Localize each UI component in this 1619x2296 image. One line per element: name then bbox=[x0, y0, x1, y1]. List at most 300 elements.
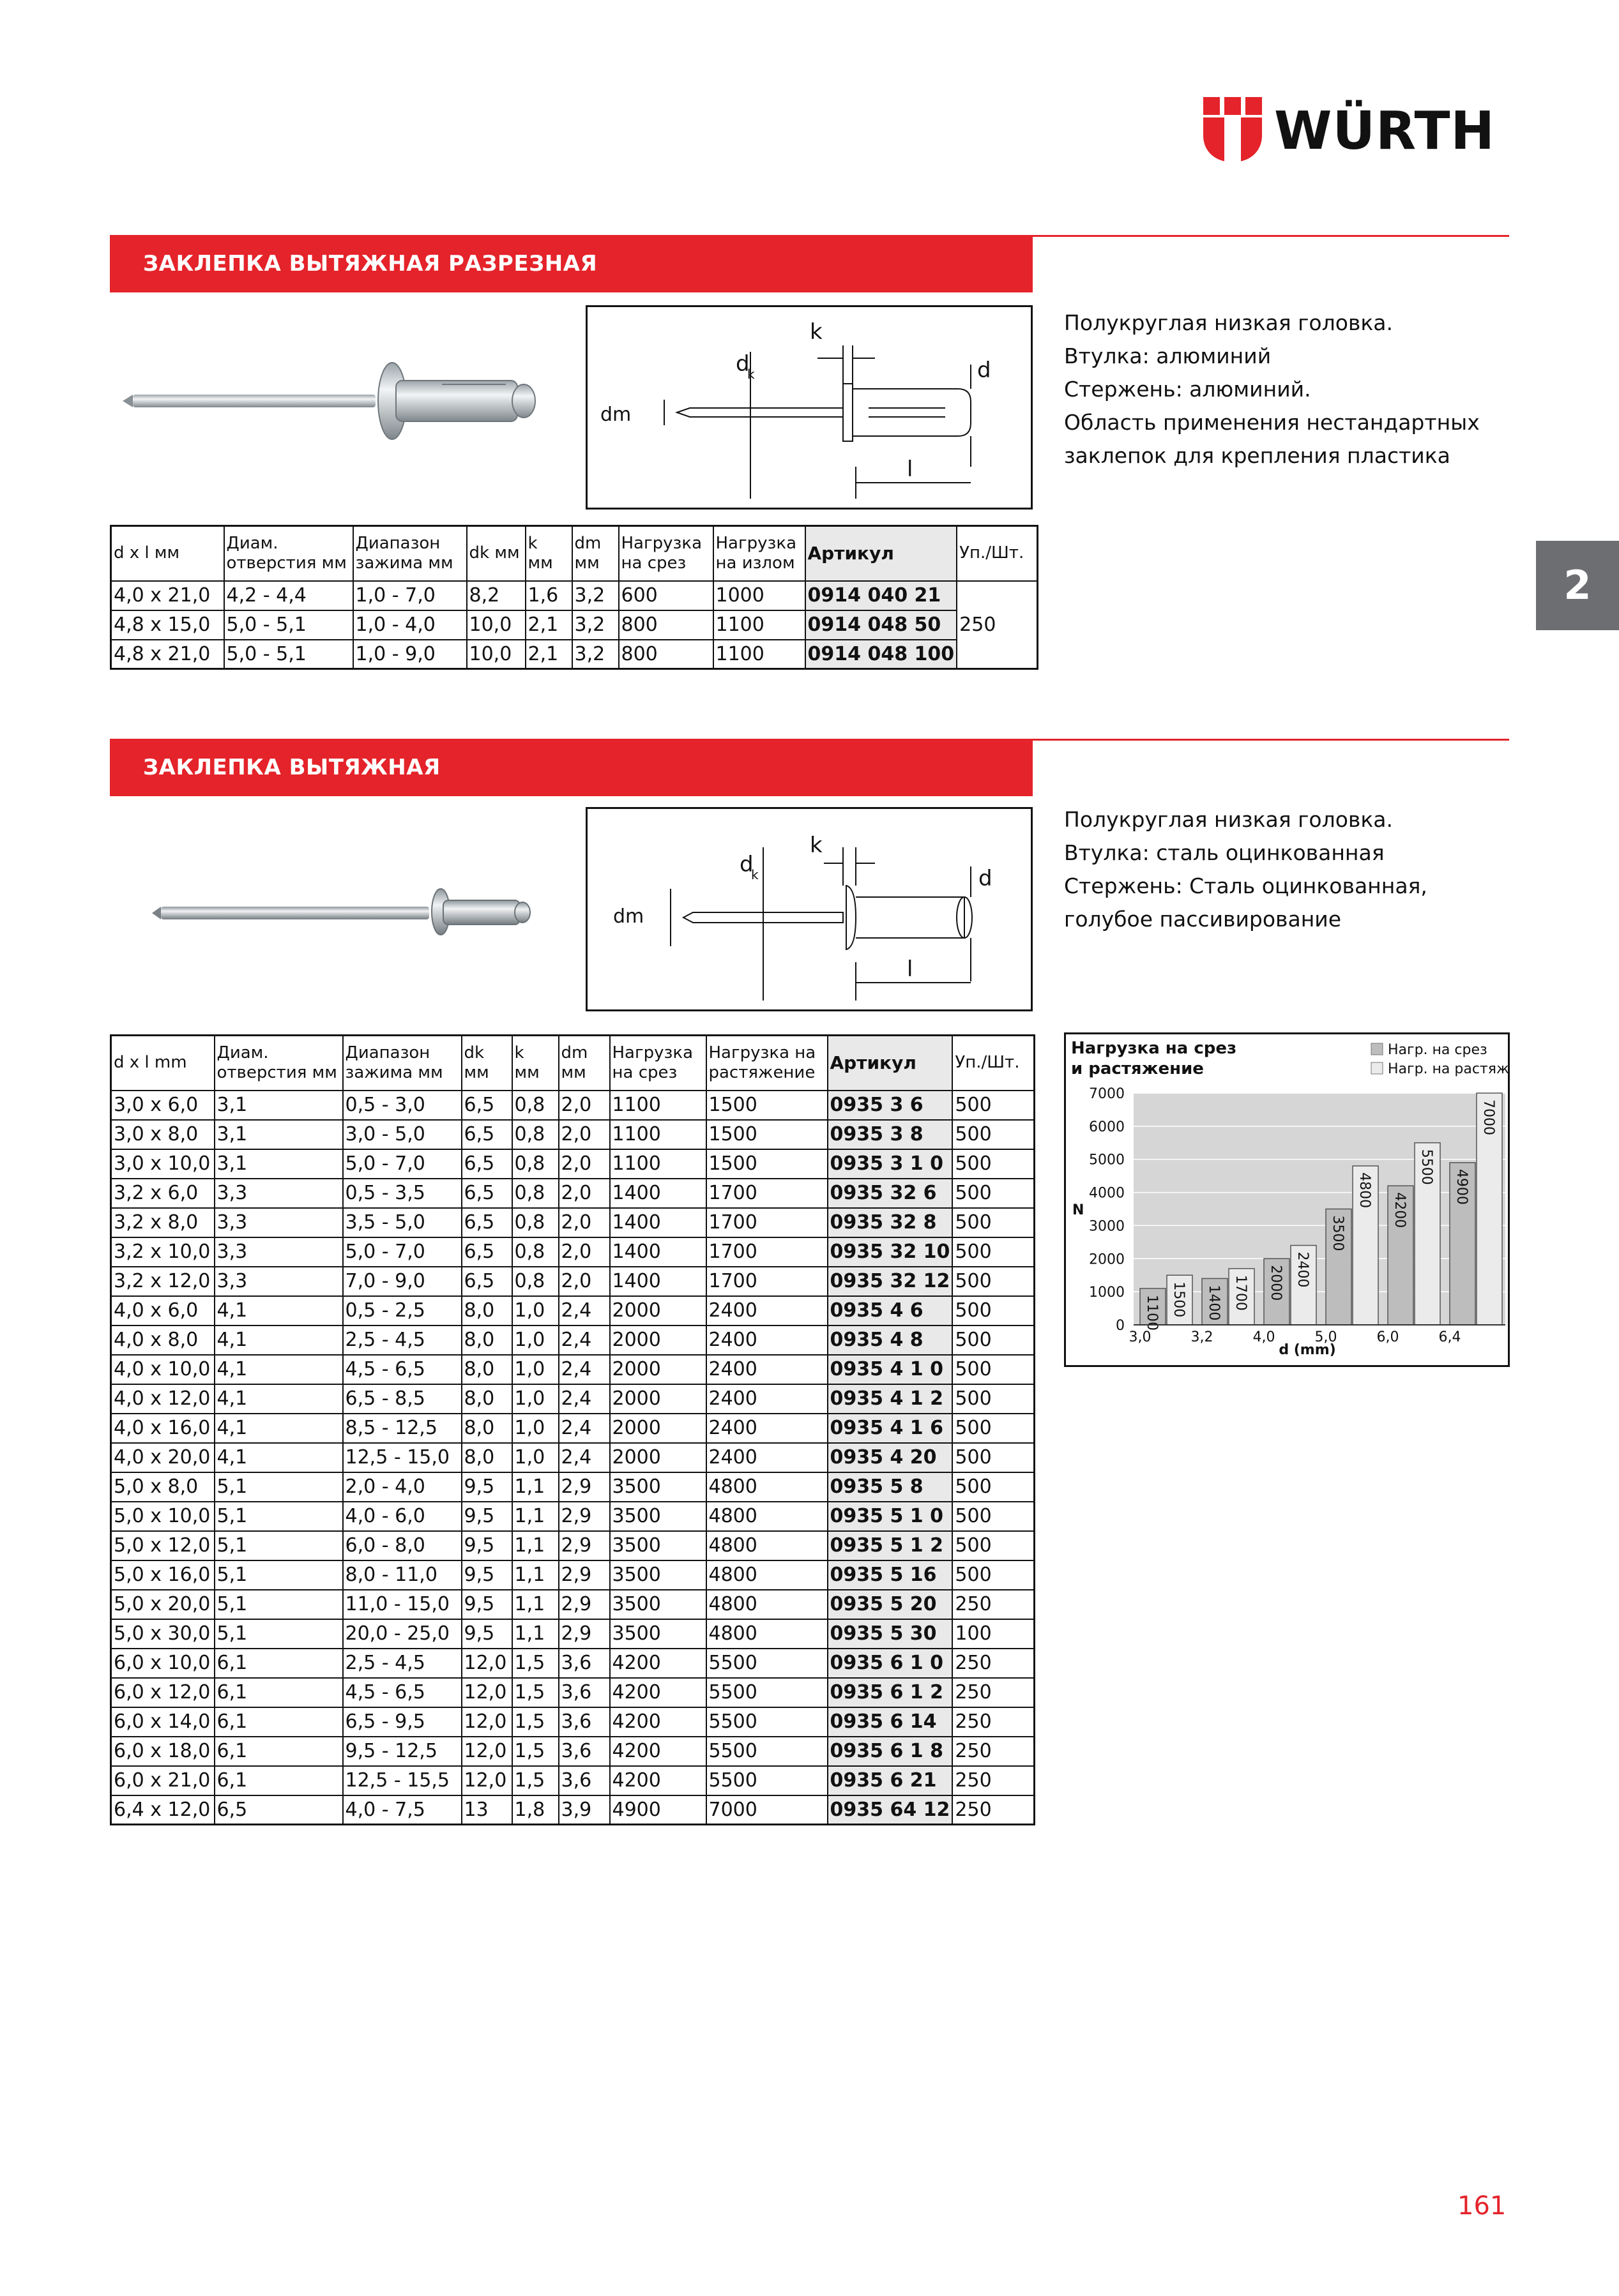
y-tick-label: 7000 bbox=[1089, 1086, 1125, 1102]
wurth-logo-mark bbox=[1203, 97, 1262, 162]
col-header: Уп./Шт. bbox=[957, 526, 1037, 581]
y-tick-label: 0 bbox=[1116, 1318, 1125, 1334]
table-cell: 500 bbox=[952, 1267, 1034, 1296]
table-cell: 4,5 - 6,5 bbox=[343, 1678, 462, 1707]
table-cell: 2,0 bbox=[559, 1208, 610, 1237]
table-cell: 1000 bbox=[713, 581, 805, 610]
table-row bbox=[111, 1149, 1035, 1179]
table-cell: 500 bbox=[952, 1531, 1034, 1560]
table-cell: 3,2 x 10,0 bbox=[111, 1237, 215, 1267]
table-cell: 1,1 bbox=[512, 1590, 559, 1619]
load-chart-svg bbox=[1066, 1034, 1508, 1365]
article-number: 0935 4 1 6 bbox=[828, 1414, 953, 1443]
table-cell: 250 bbox=[952, 1590, 1034, 1619]
table-cell: 3,2 x 6,0 bbox=[111, 1179, 215, 1208]
table-cell: 4,5 - 6,5 bbox=[343, 1355, 462, 1384]
label-dk-sub: k bbox=[747, 366, 755, 382]
col-header: dk мм bbox=[462, 1036, 512, 1091]
table-cell: 0,8 bbox=[512, 1208, 559, 1237]
table-row bbox=[111, 1590, 1035, 1619]
table-cell: 2,0 bbox=[559, 1149, 610, 1179]
table-cell: 8,0 bbox=[462, 1296, 512, 1325]
table-cell: 0,8 bbox=[512, 1237, 559, 1267]
article-number: 0935 4 20 bbox=[828, 1443, 953, 1472]
table-cell: 5,0 - 7,0 bbox=[343, 1149, 462, 1179]
table-row bbox=[111, 1091, 1035, 1120]
article-number: 0914 048 100 bbox=[805, 640, 957, 669]
col-header: Уп./Шт. bbox=[952, 1036, 1034, 1091]
table-cell: 4,8 x 21,0 bbox=[111, 640, 224, 669]
table-cell: 1,5 bbox=[512, 1678, 559, 1707]
table-cell: 0,8 bbox=[512, 1120, 559, 1149]
article-number: 0935 5 1 0 bbox=[828, 1502, 953, 1531]
table-cell: 5500 bbox=[706, 1707, 828, 1737]
table-cell: 4,0 - 7,5 bbox=[343, 1795, 462, 1825]
table-cell: 4,0 x 16,0 bbox=[111, 1414, 215, 1443]
article-number: 0935 4 8 bbox=[828, 1325, 953, 1355]
table-cell: 4,0 x 12,0 bbox=[111, 1384, 215, 1414]
table-row bbox=[111, 1325, 1035, 1355]
chart-title: и растяжение bbox=[1071, 1059, 1204, 1078]
col-header: k мм bbox=[512, 1036, 559, 1091]
table-cell: 5500 bbox=[706, 1766, 828, 1795]
table-row bbox=[111, 1179, 1035, 1208]
desc-line: Область применения нестандартных bbox=[1064, 410, 1480, 435]
table-cell: 500 bbox=[952, 1179, 1034, 1208]
y-tick-label: 1000 bbox=[1089, 1285, 1125, 1301]
bar-value-label: 1700 bbox=[1233, 1274, 1249, 1311]
article-number: 0935 64 12 bbox=[828, 1795, 953, 1825]
table-cell: 3,5 - 5,0 bbox=[343, 1208, 462, 1237]
table-row bbox=[111, 1795, 1035, 1825]
table-cell: 1100 bbox=[713, 610, 805, 640]
table-cell: 4,0 x 21,0 bbox=[111, 581, 224, 610]
table-cell: 4,2 - 4,4 bbox=[224, 581, 353, 610]
chart-title: Нагрузка на срез bbox=[1071, 1039, 1237, 1058]
table-cell: 3,1 bbox=[215, 1091, 343, 1120]
table-cell: 6,5 - 9,5 bbox=[343, 1707, 462, 1737]
table-cell: 6,1 bbox=[215, 1707, 343, 1737]
y-axis-label: N bbox=[1072, 1202, 1084, 1218]
table-cell: 2000 bbox=[610, 1296, 706, 1325]
table-cell: 3,2 x 8,0 bbox=[111, 1208, 215, 1237]
table-cell: 4,1 bbox=[215, 1296, 343, 1325]
desc-line: Втулка: сталь оцинкованная bbox=[1064, 840, 1385, 865]
table-cell: 20,0 - 25,0 bbox=[343, 1619, 462, 1649]
table-cell: 2,1 bbox=[526, 610, 572, 640]
bar-value-label: 4800 bbox=[1357, 1172, 1372, 1209]
table-cell: 2,1 bbox=[526, 640, 572, 669]
table-cell: 3,6 bbox=[559, 1678, 610, 1707]
table-cell: 5500 bbox=[706, 1737, 828, 1766]
table-cell: 5,1 bbox=[215, 1560, 343, 1590]
table-row bbox=[111, 1502, 1035, 1531]
table-cell: 6,5 - 8,5 bbox=[343, 1384, 462, 1414]
table-cell: 2,0 bbox=[559, 1267, 610, 1296]
y-tick-label: 5000 bbox=[1089, 1152, 1125, 1168]
table-cell: 4,0 x 8,0 bbox=[111, 1325, 215, 1355]
x-tick-label: 3,0 bbox=[1129, 1329, 1152, 1345]
table-row bbox=[111, 1472, 1035, 1502]
table-cell: 5,0 - 5,1 bbox=[224, 610, 353, 640]
table-cell: 3,1 bbox=[215, 1149, 343, 1179]
table-cell: 6,5 bbox=[215, 1795, 343, 1825]
table-cell: 1700 bbox=[706, 1267, 828, 1296]
legend-label: Нагр. на растяж. bbox=[1388, 1061, 1508, 1077]
table-cell: 6,1 bbox=[215, 1649, 343, 1678]
table-row bbox=[111, 1531, 1035, 1560]
table-header-row bbox=[111, 1036, 1035, 1091]
table-cell: 5,1 bbox=[215, 1502, 343, 1531]
table-row bbox=[111, 1443, 1035, 1472]
article-number: 0935 6 14 bbox=[828, 1707, 953, 1737]
table-cell: 6,0 x 12,0 bbox=[111, 1678, 215, 1707]
table-cell: 1,0 bbox=[512, 1443, 559, 1472]
desc-line: заклепок для крепления пластика bbox=[1064, 443, 1450, 468]
x-tick-label: 6,0 bbox=[1376, 1329, 1399, 1345]
desc-line: голубое пассивирование bbox=[1064, 907, 1342, 932]
label-k: k bbox=[810, 833, 823, 858]
table-cell: 5,1 bbox=[215, 1472, 343, 1502]
table-cell: 3,3 bbox=[215, 1179, 343, 1208]
chapter-tab[interactable]: 2 bbox=[1536, 541, 1619, 630]
col-header: d x l mm bbox=[111, 1036, 215, 1091]
table-cell: 3,2 bbox=[572, 610, 619, 640]
technical-drawing-split bbox=[588, 307, 1031, 508]
table-cell: 0,5 - 3,5 bbox=[343, 1179, 462, 1208]
col-header: Диапазон зажима мм bbox=[353, 526, 467, 581]
table-cell: 4,1 bbox=[215, 1443, 343, 1472]
table-cell: 500 bbox=[952, 1296, 1034, 1325]
table-row bbox=[111, 1619, 1035, 1649]
table-cell: 2,0 bbox=[559, 1237, 610, 1267]
table-cell: 4200 bbox=[610, 1766, 706, 1795]
table-cell: 1,1 bbox=[512, 1472, 559, 1502]
bar-value-label: 1400 bbox=[1206, 1285, 1222, 1321]
bar-value-label: 2000 bbox=[1268, 1265, 1284, 1301]
table-cell: 6,0 - 8,0 bbox=[343, 1531, 462, 1560]
article-number: 0935 32 12 bbox=[828, 1267, 953, 1296]
article-number: 0935 6 1 2 bbox=[828, 1678, 953, 1707]
table-cell: 9,5 bbox=[462, 1531, 512, 1560]
table-row bbox=[111, 581, 1038, 610]
table-cell: 2400 bbox=[706, 1414, 828, 1443]
table-cell: 1100 bbox=[610, 1149, 706, 1179]
table-cell: 2,4 bbox=[559, 1355, 610, 1384]
label-dk: d bbox=[736, 351, 750, 377]
article-number: 0935 32 10 bbox=[828, 1237, 953, 1267]
table-cell: 500 bbox=[952, 1149, 1034, 1179]
bar-value-label: 1500 bbox=[1171, 1281, 1187, 1318]
table-cell: 2000 bbox=[610, 1414, 706, 1443]
x-tick-label: 4,0 bbox=[1252, 1329, 1275, 1345]
table-cell: 500 bbox=[952, 1414, 1034, 1443]
table-cell: 500 bbox=[952, 1237, 1034, 1267]
table-cell: 6,5 bbox=[462, 1237, 512, 1267]
table-cell: 1700 bbox=[706, 1179, 828, 1208]
legend-swatch bbox=[1371, 1043, 1383, 1055]
table-cell: 4,1 bbox=[215, 1384, 343, 1414]
table-cell: 8,0 - 11,0 bbox=[343, 1560, 462, 1590]
table-cell: 4,1 bbox=[215, 1414, 343, 1443]
table-cell: 800 bbox=[619, 640, 713, 669]
table-cell: 1,5 bbox=[512, 1766, 559, 1795]
rivet-drawing-split bbox=[586, 305, 1033, 510]
desc-line: Стержень: Сталь оцинкованная, bbox=[1064, 873, 1427, 898]
article-number: 0935 5 16 bbox=[828, 1560, 953, 1590]
table-cell: 6,1 bbox=[215, 1678, 343, 1707]
table-cell: 2,4 bbox=[559, 1325, 610, 1355]
load-chart bbox=[1064, 1032, 1510, 1367]
table-row bbox=[111, 640, 1038, 669]
table-header-row bbox=[111, 526, 1038, 581]
table-cell: 6,5 bbox=[462, 1208, 512, 1237]
bar-value-label: 7000 bbox=[1480, 1099, 1496, 1135]
table-cell: 2,4 bbox=[559, 1414, 610, 1443]
table-cell: 0,8 bbox=[512, 1091, 559, 1120]
label-dk-sub: k bbox=[751, 867, 759, 882]
table-cell: 250 bbox=[952, 1649, 1034, 1678]
article-number: 0935 3 8 bbox=[828, 1120, 953, 1149]
table-cell: 3,6 bbox=[559, 1707, 610, 1737]
table-cell: 10,0 bbox=[467, 610, 526, 640]
table-cell: 1,1 bbox=[512, 1619, 559, 1649]
col-header: Диам. отверстия мм bbox=[215, 1036, 343, 1091]
table-cell: 3500 bbox=[610, 1531, 706, 1560]
table-cell: 7,0 - 9,0 bbox=[343, 1267, 462, 1296]
table-cell: 1,0 - 7,0 bbox=[353, 581, 467, 610]
section1-rule bbox=[1033, 235, 1509, 237]
table-row bbox=[111, 1296, 1035, 1325]
table-cell: 2,9 bbox=[559, 1590, 610, 1619]
table-cell: 6,0 x 10,0 bbox=[111, 1649, 215, 1678]
article-number: 0935 4 1 0 bbox=[828, 1355, 953, 1384]
table-cell: 500 bbox=[952, 1208, 1034, 1237]
table-row bbox=[111, 1678, 1035, 1707]
table-row bbox=[111, 1560, 1035, 1590]
table-cell: 1500 bbox=[706, 1120, 828, 1149]
table-cell: 9,5 - 12,5 bbox=[343, 1737, 462, 1766]
desc-line: Полукруглая низкая головка. bbox=[1064, 310, 1393, 335]
table-cell: 1,5 bbox=[512, 1707, 559, 1737]
col-header: d x l мм bbox=[111, 526, 224, 581]
col-header: Диам. отверстия мм bbox=[224, 526, 353, 581]
table-cell: 500 bbox=[952, 1502, 1034, 1531]
article-number: 0935 6 1 0 bbox=[828, 1649, 953, 1678]
table-cell: 3,3 bbox=[215, 1208, 343, 1237]
table-cell: 2,9 bbox=[559, 1531, 610, 1560]
table-cell: 4200 bbox=[610, 1678, 706, 1707]
desc-line: Стержень: алюминий. bbox=[1064, 377, 1311, 402]
table-cell: 4,0 x 6,0 bbox=[111, 1296, 215, 1325]
table-row bbox=[111, 1766, 1035, 1795]
technical-drawing-blind bbox=[588, 809, 1031, 1009]
table-cell: 8,5 - 12,5 bbox=[343, 1414, 462, 1443]
table-cell: 3500 bbox=[610, 1619, 706, 1649]
table-cell: 5,1 bbox=[215, 1590, 343, 1619]
bar-value-label: 4200 bbox=[1392, 1192, 1408, 1228]
table-cell: 5,1 bbox=[215, 1531, 343, 1560]
table-cell: 4800 bbox=[706, 1531, 828, 1560]
article-number: 0914 040 21 bbox=[805, 581, 957, 610]
table-cell: 4,8 x 15,0 bbox=[111, 610, 224, 640]
table-cell: 2,4 bbox=[559, 1384, 610, 1414]
table-cell: 3,2 bbox=[572, 640, 619, 669]
article-number: 0935 6 21 bbox=[828, 1766, 953, 1795]
table-cell: 250 bbox=[952, 1707, 1034, 1737]
table-cell: 4,1 bbox=[215, 1355, 343, 1384]
table-cell: 6,0 x 18,0 bbox=[111, 1737, 215, 1766]
table-cell: 4200 bbox=[610, 1649, 706, 1678]
table-cell: 250 bbox=[952, 1678, 1034, 1707]
table-cell: 1,5 bbox=[512, 1737, 559, 1766]
rivet-photo-blind bbox=[110, 811, 544, 1009]
table-cell: 0,8 bbox=[512, 1267, 559, 1296]
table-cell: 9,5 bbox=[462, 1560, 512, 1590]
table-cell: 0,5 - 3,0 bbox=[343, 1091, 462, 1120]
table-cell: 6,5 bbox=[462, 1179, 512, 1208]
bar-value-label: 2400 bbox=[1295, 1251, 1311, 1288]
table-cell: 1500 bbox=[706, 1091, 828, 1120]
x-tick-label: 6,4 bbox=[1438, 1329, 1461, 1345]
table-cell: 5,1 bbox=[215, 1619, 343, 1649]
col-header: Нагрузка на растяжение bbox=[706, 1036, 828, 1091]
table-cell: 5,0 - 5,1 bbox=[224, 640, 353, 669]
label-d: d bbox=[977, 358, 991, 383]
table-cell: 6,0 x 14,0 bbox=[111, 1707, 215, 1737]
table-cell: 3,3 bbox=[215, 1237, 343, 1267]
table-cell: 3,6 bbox=[559, 1766, 610, 1795]
table-cell: 1,1 bbox=[512, 1531, 559, 1560]
label-dm: dm bbox=[600, 404, 632, 426]
page-number: 161 bbox=[1457, 2191, 1507, 2221]
table-cell: 3,2 bbox=[572, 581, 619, 610]
table-cell: 2,4 bbox=[559, 1443, 610, 1472]
table-row bbox=[111, 1237, 1035, 1267]
rivet-drawing-blind bbox=[586, 807, 1033, 1011]
article-number: 0935 32 6 bbox=[828, 1179, 953, 1208]
table-cell: 3,0 x 10,0 bbox=[111, 1149, 215, 1179]
section1-description bbox=[1064, 306, 1511, 472]
table-row bbox=[111, 1414, 1035, 1443]
table-cell: 3,6 bbox=[559, 1649, 610, 1678]
table-cell: 2400 bbox=[706, 1443, 828, 1472]
desc-line: Втулка: алюминий bbox=[1064, 344, 1272, 368]
table-cell: 6,5 bbox=[462, 1120, 512, 1149]
table-cell: 1,6 bbox=[526, 581, 572, 610]
table-cell: 1700 bbox=[706, 1237, 828, 1267]
table-cell: 5,0 x 12,0 bbox=[111, 1531, 215, 1560]
table-cell: 4,0 - 6,0 bbox=[343, 1502, 462, 1531]
table-cell: 3,1 bbox=[215, 1120, 343, 1149]
table-cell: 250 bbox=[952, 1795, 1034, 1825]
label-l: l bbox=[907, 956, 913, 982]
table-cell: 1100 bbox=[610, 1120, 706, 1149]
article-number: 0935 5 20 bbox=[828, 1590, 953, 1619]
table-cell: 1100 bbox=[713, 640, 805, 669]
label-k: k bbox=[810, 319, 823, 345]
table-cell: 250 bbox=[952, 1766, 1034, 1795]
table-cell: 4800 bbox=[706, 1502, 828, 1531]
bar-value-label: 4900 bbox=[1454, 1168, 1470, 1205]
table-cell: 12,5 - 15,0 bbox=[343, 1443, 462, 1472]
table-cell: 2,0 bbox=[559, 1179, 610, 1208]
table-cell: 2,4 bbox=[559, 1296, 610, 1325]
table-cell: 9,5 bbox=[462, 1472, 512, 1502]
table-cell: 500 bbox=[952, 1560, 1034, 1590]
article-number: 0935 3 6 bbox=[828, 1091, 953, 1120]
x-tick-label: 3,2 bbox=[1190, 1329, 1213, 1345]
table-cell: 8,2 bbox=[467, 581, 526, 610]
table-cell: 1,0 - 9,0 bbox=[353, 640, 467, 669]
table-cell: 2,5 - 4,5 bbox=[343, 1649, 462, 1678]
table-cell: 9,5 bbox=[462, 1619, 512, 1649]
table-cell: 12,5 - 15,5 bbox=[343, 1766, 462, 1795]
table-cell: 2400 bbox=[706, 1355, 828, 1384]
table-row bbox=[111, 1649, 1035, 1678]
table-cell: 250 bbox=[952, 1737, 1034, 1766]
table-cell: 13 bbox=[462, 1795, 512, 1825]
table-cell: 10,0 bbox=[467, 640, 526, 669]
spec-table-blind-rivet bbox=[110, 1034, 1035, 1825]
label-dm: dm bbox=[613, 905, 644, 928]
table-cell: 2,0 bbox=[559, 1091, 610, 1120]
table-cell: 3500 bbox=[610, 1560, 706, 1590]
legend-label: Нагр. на срез bbox=[1388, 1042, 1487, 1058]
pack-quantity: 250 bbox=[957, 581, 1037, 669]
table-cell: 11,0 - 15,0 bbox=[343, 1590, 462, 1619]
table-cell: 1,0 bbox=[512, 1414, 559, 1443]
table-cell: 1500 bbox=[706, 1149, 828, 1179]
section1-title: ЗАКЛЕПКА ВЫТЯЖНАЯ РАЗРЕЗНАЯ bbox=[110, 235, 1033, 292]
table-cell: 2,9 bbox=[559, 1472, 610, 1502]
x-tick-label: 5,0 bbox=[1314, 1329, 1337, 1345]
table-cell: 1400 bbox=[610, 1208, 706, 1237]
col-header: dk мм bbox=[467, 526, 526, 581]
col-header-article: Артикул bbox=[828, 1036, 953, 1091]
table-cell: 6,4 x 12,0 bbox=[111, 1795, 215, 1825]
table-cell: 5500 bbox=[706, 1649, 828, 1678]
table-cell: 0,8 bbox=[512, 1149, 559, 1179]
table-cell: 2400 bbox=[706, 1296, 828, 1325]
col-header: dm мм bbox=[572, 526, 619, 581]
table-cell: 8,0 bbox=[462, 1355, 512, 1384]
table-cell: 4800 bbox=[706, 1560, 828, 1590]
table-cell: 9,5 bbox=[462, 1590, 512, 1619]
table-cell: 800 bbox=[619, 610, 713, 640]
bar-value-label: 1100 bbox=[1144, 1294, 1160, 1331]
desc-line: Полукруглая низкая головка. bbox=[1064, 807, 1393, 832]
col-header: Нагрузка на срез bbox=[610, 1036, 706, 1091]
table-cell: 1,0 bbox=[512, 1296, 559, 1325]
table-cell: 3,3 bbox=[215, 1267, 343, 1296]
bar-value-label: 5500 bbox=[1418, 1149, 1434, 1185]
table-cell: 500 bbox=[952, 1120, 1034, 1149]
table-cell: 7000 bbox=[706, 1795, 828, 1825]
rivet-photo-split bbox=[110, 305, 557, 497]
table-cell: 0,8 bbox=[512, 1179, 559, 1208]
table-row bbox=[111, 1267, 1035, 1296]
table-cell: 6,5 bbox=[462, 1149, 512, 1179]
table-cell: 4800 bbox=[706, 1590, 828, 1619]
table-cell: 5,0 x 30,0 bbox=[111, 1619, 215, 1649]
col-header: Нагрузка на излом bbox=[713, 526, 805, 581]
table-cell: 2000 bbox=[610, 1355, 706, 1384]
wurth-logo-text: WÜRTH bbox=[1274, 101, 1496, 162]
table-cell: 2,9 bbox=[559, 1560, 610, 1590]
table-cell: 5,0 x 10,0 bbox=[111, 1502, 215, 1531]
table-cell: 8,0 bbox=[462, 1443, 512, 1472]
